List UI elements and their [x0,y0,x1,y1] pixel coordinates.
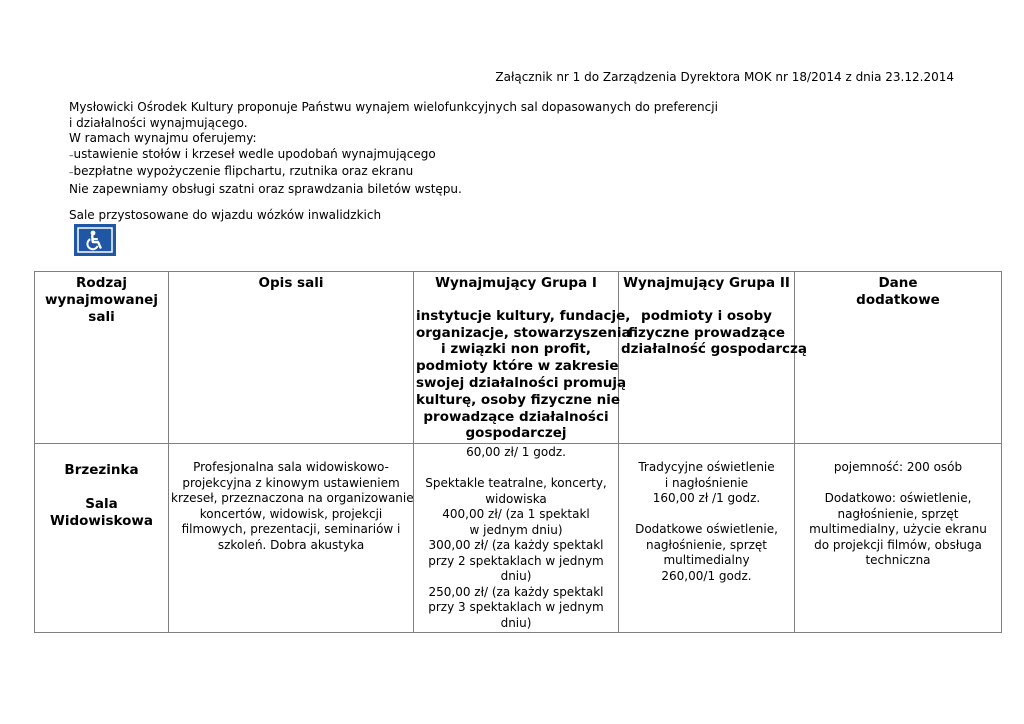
header-line: organizacje, stowarzyszenia [416,324,631,341]
price-line: nagłośnienie, sprzęt [645,537,768,552]
header-line: podmioty i osoby [641,307,772,324]
extra-line: multimedialny, użycie ekranu [809,522,987,537]
intro-paragraph [69,100,789,197]
header-line: Dane [878,275,918,291]
header-line: fizyczne prowadzące [628,324,785,341]
extra-line: techniczna [865,553,931,568]
venue-cell [35,444,169,633]
price-line: dniu) [500,615,532,630]
offer-item-text: ustawienie stołów i krzeseł wedle upodobań wynajmującego [73,146,436,161]
price-line: Dodatkowe oświetlenie, [635,522,778,537]
header-additional-info [795,272,1002,444]
header-line: kulturę, osoby fizyczne nie [416,391,621,408]
description-line: krzeseł, przeznaczona na organizowanie [171,491,414,506]
offer-item-text: bezpłatne wypożyczenie flipchartu, rzutnika oraz ekranu [73,164,414,178]
price-line: 300,00 zł/ (za każdy spektakl [428,538,604,553]
intro-line: Mysłowicki Ośrodek Kultury proponuje Państwu wynajem wielofunkcyjnych sal dopasowanych do preferencji [69,100,718,114]
price-line: 160,00 zł /1 godz. [652,491,761,506]
attachment-header: Załącznik nr 1 do Zarządzenia Dyrektora MOK nr 18/2014 z dnia 23.12.2014 [495,70,954,84]
header-group-2 [619,272,807,444]
price-line: przy 3 spektaklach w jednym [428,600,604,615]
description-line: szkoleń. Dobra akustyka [217,537,365,552]
header-line: gospodarczej [465,425,567,442]
intro-line: W ramach wynajmu oferujemy: [69,131,257,145]
venue-name: Brzezinka [64,462,139,479]
header-line: Wynajmujący Grupa II [623,275,790,291]
header-line: wynajmowanej [45,291,158,308]
bullet-marker: – [69,168,74,178]
group-1-price-cell [414,444,619,633]
price-line: widowiska [485,491,547,506]
header-venue-type [35,272,169,444]
table-header-row [35,272,1002,444]
header-line: instytucje kultury, fundacje, [416,307,631,324]
price-line: i nagłośnienie [664,475,749,490]
price-line: dniu) [500,569,532,584]
description-line: projekcyjna z kinowym ustawieniem [182,475,400,490]
price-line: Spektakle teatralne, koncerty, [425,476,607,491]
additional-info-cell [795,444,1002,633]
description-cell [169,444,414,633]
venue-hall: Sala Widowiskowa [49,496,154,530]
intro-line: Nie zapewniamy obsługi szatni oraz sprawdzania biletów wstępu. [69,181,462,196]
price-line: Tradycyjne oświetlenie [638,460,775,475]
header-line: prowadzące działalności [423,408,609,425]
capacity-line: pojemność: 200 osób [833,460,963,475]
extra-line: do projekcji filmów, obsługa [814,537,982,552]
price-line: 60,00 zł/ 1 godz. [466,445,566,460]
extra-line: Dodatkowo: oświetlenie, [824,491,972,506]
intro-line: i działalności wynajmującego. [69,115,248,130]
header-line: sali [88,308,115,325]
wheelchair-icon [75,225,115,255]
header-group-1 [414,272,631,444]
header-line: podmioty które w zakresie [416,358,619,375]
price-line: 400,00 zł/ (za 1 spektakl [442,507,590,522]
price-line: 260,00/1 godz. [661,568,752,583]
description-line: filmowych, prezentacji, seminariów i [181,522,401,537]
price-line: w jednym dniu) [469,522,563,537]
header-line: Rodzaj [76,275,127,291]
bullet-marker: – [69,150,74,161]
header-line: Wynajmujący Grupa I [435,275,597,291]
description-line: Profesjonalna sala widowiskowo- [193,460,389,475]
price-line: 250,00 zł/ (za każdy spektakl [428,584,604,599]
header-line: działalność gospodarczą [621,341,807,358]
header-line: dodatkowe [856,291,940,308]
offer-item [69,164,789,182]
table-row [35,444,1002,633]
price-line: multimedialny [663,553,750,568]
accessibility-note: Sale przystosowane do wjazdu wózków inwalidzkich [69,208,382,222]
header-line: swojej działalności promują [416,374,627,391]
rental-table [34,271,1002,633]
description-line: koncertów, widowisk, projekcji [199,506,383,521]
header-line: i związki non profit, [441,341,591,358]
header-line: Opis sali [258,275,324,291]
price-line: przy 2 spektaklach w jednym [428,553,604,568]
extra-line: nagłośnienie, sprzęt [837,506,959,521]
group-2-price-cell [619,444,795,633]
header-description [169,272,414,444]
offer-item [69,147,789,165]
